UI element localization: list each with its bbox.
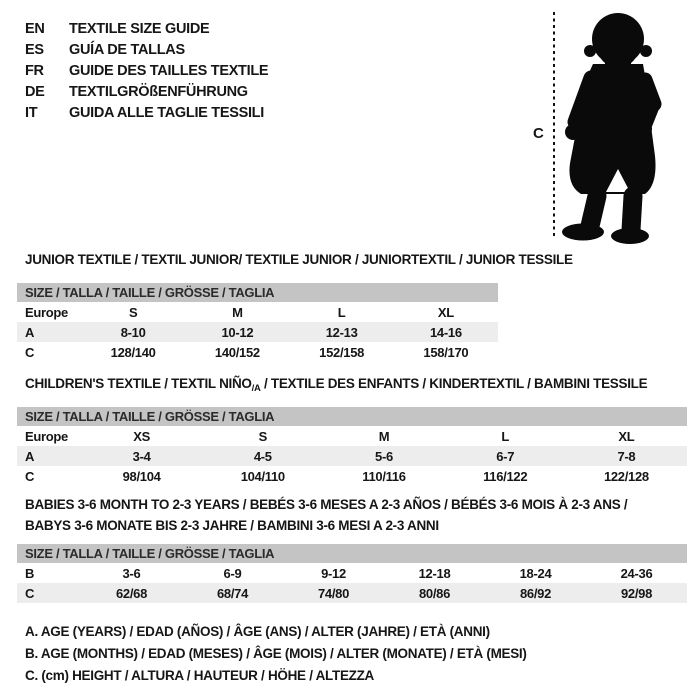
legend-line-b: B. AGE (MONTHS) / EDAD (MESES) / ÂGE (MOIS) / ALTER (MONATE) / ETÀ (MESI) <box>25 646 527 661</box>
size-cell: S <box>128 304 138 320</box>
height-cell: 116/122 <box>483 468 528 484</box>
height-cell: 104/110 <box>240 468 285 484</box>
table-row-height <box>17 342 498 362</box>
age-cell: 6-7 <box>496 448 515 464</box>
language-list <box>25 18 268 123</box>
baby-silhouette-figure <box>545 6 695 246</box>
language-label: GUÍA DE TALLAS <box>69 41 185 58</box>
children-title-prefix: CHILDREN'S TEXTILE / TEXTIL NIÑO <box>25 376 252 391</box>
row-label: B <box>25 565 35 581</box>
children-section-title <box>25 376 648 394</box>
age-cell: 5-6 <box>375 448 393 464</box>
language-row-fr <box>25 60 268 81</box>
language-code: FR <box>25 62 44 79</box>
junior-section-title: JUNIOR TEXTILE / TEXTIL JUNIOR/ TEXTILE JUNIOR / JUNIORTEXTIL / JUNIOR TESSILE <box>25 252 573 267</box>
language-row-it <box>25 102 268 123</box>
height-cell: 110/116 <box>362 468 406 484</box>
height-cell: 86/92 <box>519 585 552 601</box>
babies-section-title-line1: BABIES 3-6 MONTH TO 2-3 YEARS / BEBÉS 3-6 MESES A 2-3 AÑOS / BÉBÉS 3-6 MOIS À 2-3 ANS / <box>25 497 628 512</box>
children-size-table <box>17 407 687 486</box>
table-row-age <box>17 322 498 342</box>
size-header-bar: SIZE / TALLA / TAILLE / GRÖSSE / TAGLIA <box>17 283 498 302</box>
height-cell: 122/128 <box>603 468 649 484</box>
size-cell: S <box>258 428 267 444</box>
height-cell: 98/104 <box>122 468 161 484</box>
age-cell: 24-36 <box>620 565 653 581</box>
row-label: C <box>25 344 35 360</box>
legend <box>25 624 527 690</box>
height-cell: 74/80 <box>317 585 350 601</box>
language-code: DE <box>25 83 45 100</box>
size-cell: M <box>378 428 390 444</box>
size-cell: L <box>337 304 346 320</box>
language-row-de <box>25 81 268 102</box>
age-cell: 12-18 <box>418 565 451 581</box>
age-cell: 3-6 <box>122 565 141 581</box>
size-cell: M <box>232 304 243 320</box>
language-label: TEXTILGRÖßENFÜHRUNG <box>69 83 248 100</box>
language-code: EN <box>25 20 45 37</box>
table-row-age-months <box>17 563 687 583</box>
table-row-europe <box>17 302 498 322</box>
table-row-age <box>17 446 687 466</box>
language-code: IT <box>25 104 38 121</box>
height-cell: 92/98 <box>620 585 653 601</box>
language-row-es <box>25 39 268 60</box>
table-row-height <box>17 466 687 486</box>
age-cell: 18-24 <box>519 565 552 581</box>
height-cell: 80/86 <box>418 585 451 601</box>
table-row-europe <box>17 426 687 446</box>
row-label: C <box>25 585 35 601</box>
children-title-suffix: / TEXTILE DES ENFANTS / KINDERTEXTIL / BAMBINI TESSILE <box>260 376 648 391</box>
height-cell: 68/74 <box>216 585 249 601</box>
size-cell: XL <box>618 428 635 444</box>
row-label: A <box>25 324 35 340</box>
age-cell: 3-4 <box>132 448 151 464</box>
size-header-bar: SIZE / TALLA / TAILLE / GRÖSSE / TAGLIA <box>17 407 687 426</box>
age-cell: 4-5 <box>253 448 272 464</box>
age-cell: 7-8 <box>617 448 636 464</box>
toddler-silhouette-icon <box>562 13 656 244</box>
language-label: TEXTILE SIZE GUIDE <box>69 20 210 37</box>
age-cell: 10-12 <box>221 324 254 340</box>
legend-line-a: A. AGE (YEARS) / EDAD (AÑOS) / ÂGE (ANS) / ALTER (JAHRE) / ETÀ (ANNI) <box>25 624 490 639</box>
height-cell: 62/68 <box>115 585 148 601</box>
language-row-en <box>25 18 268 39</box>
babies-size-table <box>17 544 687 603</box>
size-cell: L <box>501 428 510 444</box>
babies-section-title-line2: BABYS 3-6 MONATE BIS 2-3 JAHRE / BAMBINI 3-6 MESI A 2-3 ANNI <box>25 518 439 533</box>
height-cell: 128/140 <box>110 344 156 360</box>
age-cell: 6-9 <box>223 565 242 581</box>
size-header-bar: SIZE / TALLA / TAILLE / GRÖSSE / TAGLIA <box>17 544 687 563</box>
row-label: Europe <box>25 428 68 444</box>
language-label: GUIDA ALLE TAGLIE TESSILI <box>69 104 264 121</box>
size-cell: XS <box>133 428 150 444</box>
age-cell: 14-16 <box>430 324 462 340</box>
height-cell: 158/170 <box>423 344 469 360</box>
age-cell: 8-10 <box>120 324 146 340</box>
height-measure-label: C <box>533 125 544 142</box>
junior-size-table <box>17 283 498 362</box>
age-cell: 9-12 <box>321 565 346 581</box>
children-title-subscript: /A <box>251 383 261 394</box>
language-label: GUIDE DES TAILLES TEXTILE <box>69 62 269 79</box>
size-cell: XL <box>437 304 454 320</box>
age-cell: 12-13 <box>325 324 358 340</box>
height-cell: 152/158 <box>319 344 365 360</box>
row-label: Europe <box>25 304 68 320</box>
table-row-height <box>17 583 687 603</box>
height-cell: 140/152 <box>214 344 260 360</box>
legend-line-c: C. (cm) HEIGHT / ALTURA / HAUTEUR / HÖHE / ALTEZZA <box>25 668 374 683</box>
row-label: A <box>25 448 35 464</box>
row-label: C <box>25 468 35 484</box>
language-code: ES <box>25 41 44 58</box>
